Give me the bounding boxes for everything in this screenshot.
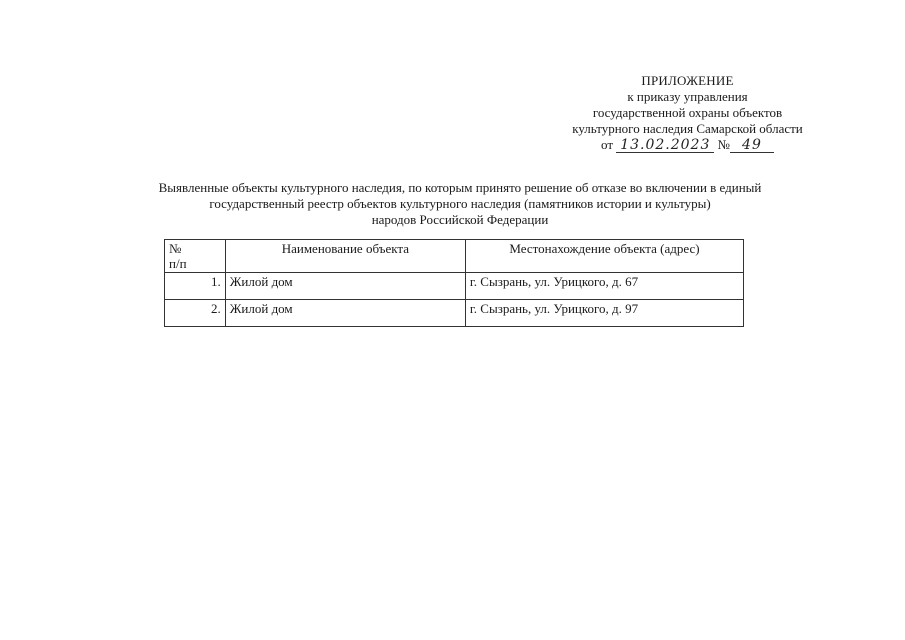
appendix-line: культурного наследия Самарской области	[572, 121, 803, 136]
row-num: 2.	[165, 300, 226, 327]
appendix-line: государственной охраны объектов	[592, 105, 783, 120]
appendix-block	[530, 73, 845, 153]
heading-line: государственный реестр объектов культурного наследия (памятников истории и культуры)	[209, 196, 711, 211]
date-prefix: от	[601, 137, 614, 152]
header-num	[165, 240, 226, 273]
header-num-symbol: №	[169, 241, 182, 256]
appendix-line: к приказу управления	[627, 89, 748, 104]
order-date: 13.02.2023	[620, 137, 711, 153]
order-number-field	[730, 138, 774, 153]
heading-line: Выявленные объекты культурного наследия, по которым принято решение об отказе во включении в единый	[158, 180, 762, 195]
header-num-label: п/п	[169, 256, 187, 271]
header-address: Местонахождение объекта (адрес)	[465, 240, 743, 273]
order-number: 49	[742, 137, 762, 153]
row-address: г. Сызрань, ул. Урицкого, д. 67	[465, 273, 743, 300]
table-row	[165, 300, 744, 327]
row-address: г. Сызрань, ул. Урицкого, д. 97	[465, 300, 743, 327]
table-row	[165, 273, 744, 300]
heading-line: народов Российской Федерации	[371, 212, 549, 227]
order-date-line	[530, 137, 845, 153]
row-num: 1.	[165, 273, 226, 300]
row-name: Жилой дом	[225, 273, 465, 300]
objects-table	[164, 239, 744, 327]
order-date-field	[616, 138, 714, 153]
number-prefix: №	[717, 137, 730, 152]
header-name: Наименование объекта	[225, 240, 465, 273]
table-header-row	[165, 240, 744, 273]
row-name: Жилой дом	[225, 300, 465, 327]
appendix-title: ПРИЛОЖЕНИЕ	[641, 73, 734, 88]
document-heading	[100, 180, 820, 228]
